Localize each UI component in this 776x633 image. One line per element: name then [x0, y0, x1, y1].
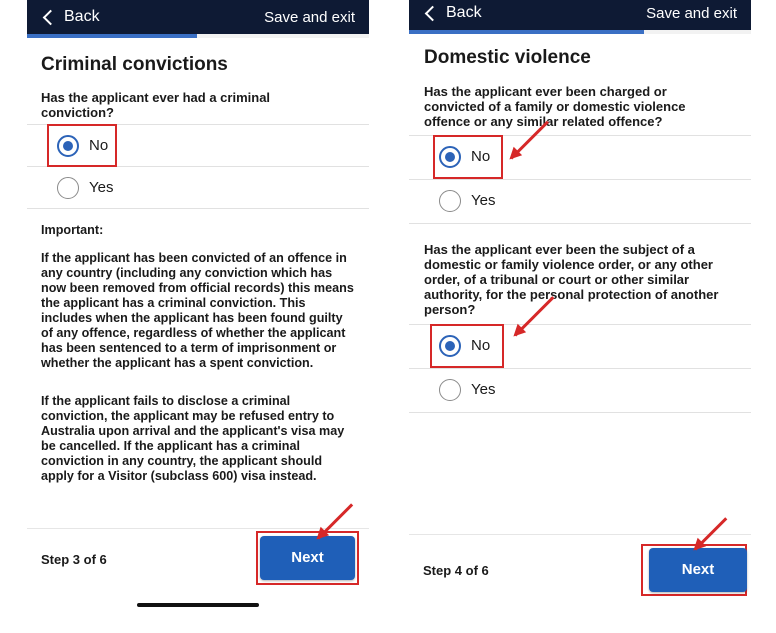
form-content	[27, 38, 369, 528]
step-indicator: Step 3 of 6	[41, 552, 107, 567]
top-bar	[27, 0, 369, 34]
question-text-2: Has the applicant ever been the subject of a domestic or family violence order, or any other order, of a tribunal or court or other similar authority, for the personal protection of another person?	[424, 242, 719, 317]
page-title: Criminal convictions	[41, 54, 228, 75]
chevron-left-icon	[425, 5, 441, 21]
form-content	[409, 34, 751, 534]
option-label: No	[89, 137, 109, 154]
option-label: Yes	[471, 381, 496, 398]
option-label: Yes	[471, 192, 496, 209]
question-text-1: Has the applicant ever been charged or convicted of a family or domestic violence offence or any similar related offence?	[424, 84, 686, 129]
radio-option-yes[interactable]	[409, 179, 751, 221]
step-indicator: Step 4 of 6	[423, 563, 489, 578]
home-indicator	[137, 603, 259, 607]
highlight-box	[430, 324, 504, 368]
next-button[interactable]: Next	[260, 536, 355, 580]
back-label: Back	[64, 8, 100, 25]
option-label: No	[471, 337, 491, 354]
back-button[interactable]	[45, 8, 100, 26]
chevron-left-icon	[43, 9, 59, 25]
option-label: Yes	[89, 179, 114, 196]
top-bar	[409, 0, 751, 30]
page-title: Domestic violence	[424, 47, 591, 68]
highlight-box	[47, 124, 117, 167]
divider	[27, 208, 369, 209]
radio-unselected-icon[interactable]	[439, 379, 461, 401]
save-and-exit-button[interactable]: Save and exit	[646, 5, 737, 22]
important-paragraph-2: If the applicant fails to disclose a criminal conviction, the applicant may be refused entry to Australia upon arrival and the applicant's visa may be cancelled. If the applicant has a criminal conviction in any country, the applicant should apply for a Visitor (subclass 600) visa instead.	[41, 394, 345, 483]
radio-unselected-icon[interactable]	[439, 190, 461, 212]
question-text: Has the applicant ever had a criminal conviction?	[41, 90, 271, 120]
radio-option-yes[interactable]	[409, 368, 751, 410]
criminal-convictions-screen	[27, 0, 369, 612]
divider	[409, 412, 751, 413]
domestic-violence-screen	[409, 0, 751, 612]
important-label: Important:	[41, 223, 104, 237]
important-paragraph-1: If the applicant has been convicted of an offence in any country (including any conviction which has now been removed from official records) this means the applicant has a criminal conviction. This includes when the applicant has been found guilty of any offence, regardless of whether the applicant has been sentenced to a term of imprisonment or whether the applicant has a spent conviction.	[41, 251, 354, 370]
divider	[409, 223, 751, 224]
option-label: No	[471, 148, 491, 165]
next-button[interactable]: Next	[649, 548, 747, 592]
highlight-box	[433, 135, 503, 179]
radio-option-yes[interactable]	[27, 166, 369, 208]
back-button[interactable]	[427, 4, 482, 22]
radio-unselected-icon[interactable]	[57, 177, 79, 199]
back-label: Back	[446, 4, 482, 21]
save-and-exit-button[interactable]: Save and exit	[264, 9, 355, 26]
